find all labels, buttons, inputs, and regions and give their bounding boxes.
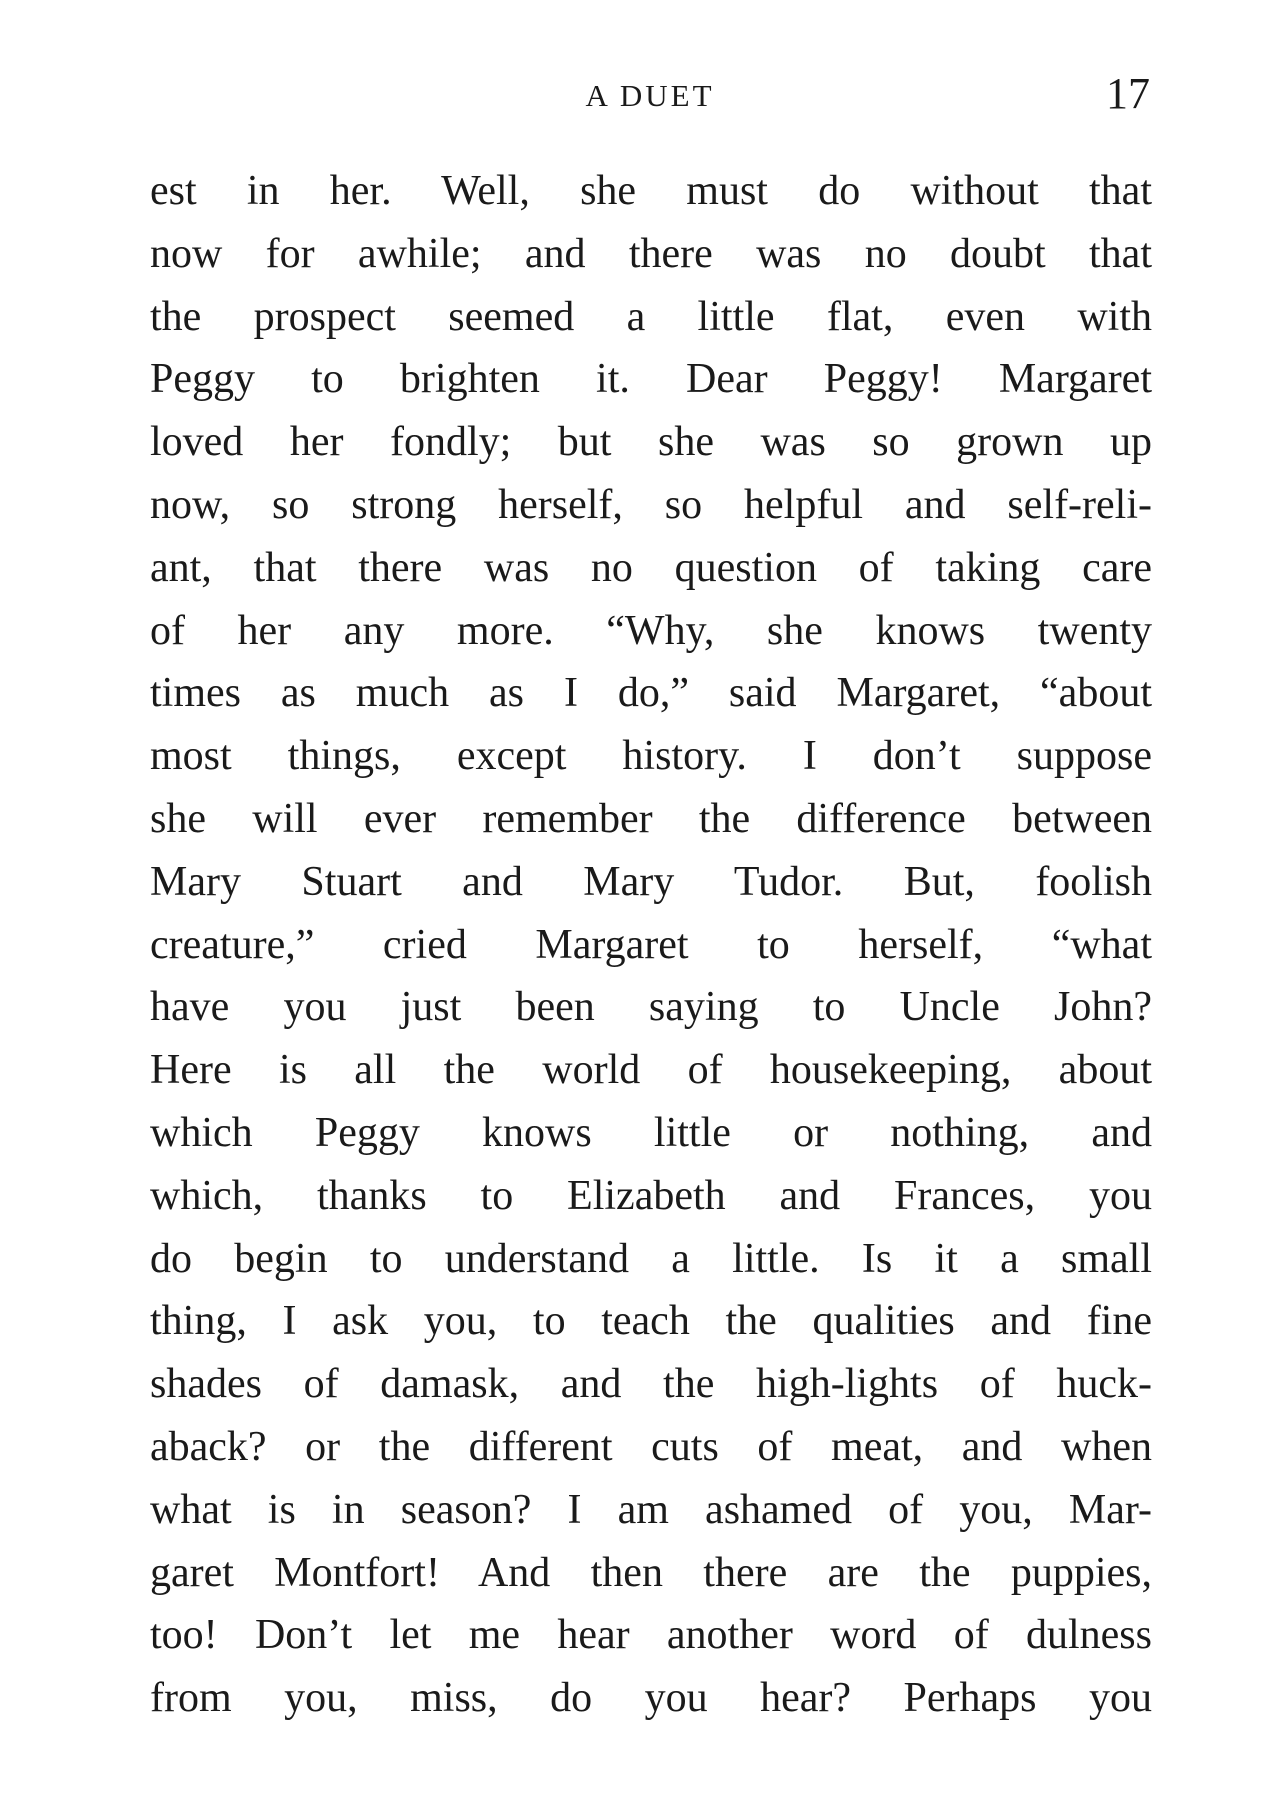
text-line: creature,” cried Margaret to herself, “what [150, 921, 1152, 968]
body-text [150, 160, 1152, 1730]
page-number: 17 [1106, 69, 1150, 118]
text-line: which Peggy knows little or nothing, and [150, 1109, 1152, 1156]
text-line: the prospect seemed a little flat, even with [150, 293, 1152, 340]
text-line: what is in season? I am ashamed of you, Mar- [150, 1486, 1152, 1533]
running-head [150, 70, 1150, 130]
text-line: of her any more. “Why, she knows twenty [150, 607, 1152, 654]
text-line: do begin to understand a little. Is it a small [150, 1235, 1152, 1282]
text-line: from you, miss, do you hear? Perhaps you [150, 1675, 1152, 1722]
text-line: have you just been saying to Uncle John? [150, 984, 1152, 1031]
text-line: ant, that there was no question of taking care [150, 544, 1152, 591]
text-line: est in her. Well, she must do without that [150, 168, 1152, 214]
text-line: Here is all the world of housekeeping, about [150, 1047, 1152, 1094]
text-line: garet Montfort! And then there are the puppies, [150, 1549, 1152, 1596]
text-line: Peggy to brighten it. Dear Peggy! Margaret [150, 356, 1152, 403]
text-line: now for awhile; and there was no doubt that [150, 230, 1152, 277]
text-line: now, so strong herself, so helpful and self-reli- [150, 481, 1152, 528]
text-line: Mary Stuart and Mary Tudor. But, foolish [150, 858, 1152, 905]
text-line: most things, except history. I don’t suppose [150, 733, 1152, 780]
text-line: loved her fondly; but she was so grown up [150, 419, 1152, 466]
text-line: shades of damask, and the high-lights of huck- [150, 1361, 1152, 1408]
text-line: which, thanks to Elizabeth and Frances, you [150, 1172, 1152, 1219]
text-line: she will ever remember the difference between [150, 795, 1152, 842]
text-line: too! Don’t let me hear another word of dulness [150, 1612, 1152, 1659]
text-line: thing, I ask you, to teach the qualities and fine [150, 1298, 1152, 1345]
text-line: times as much as I do,” said Margaret, “about [150, 670, 1152, 717]
text-line: aback? or the different cuts of meat, and when [150, 1423, 1152, 1470]
running-title: A DUET [585, 78, 715, 113]
